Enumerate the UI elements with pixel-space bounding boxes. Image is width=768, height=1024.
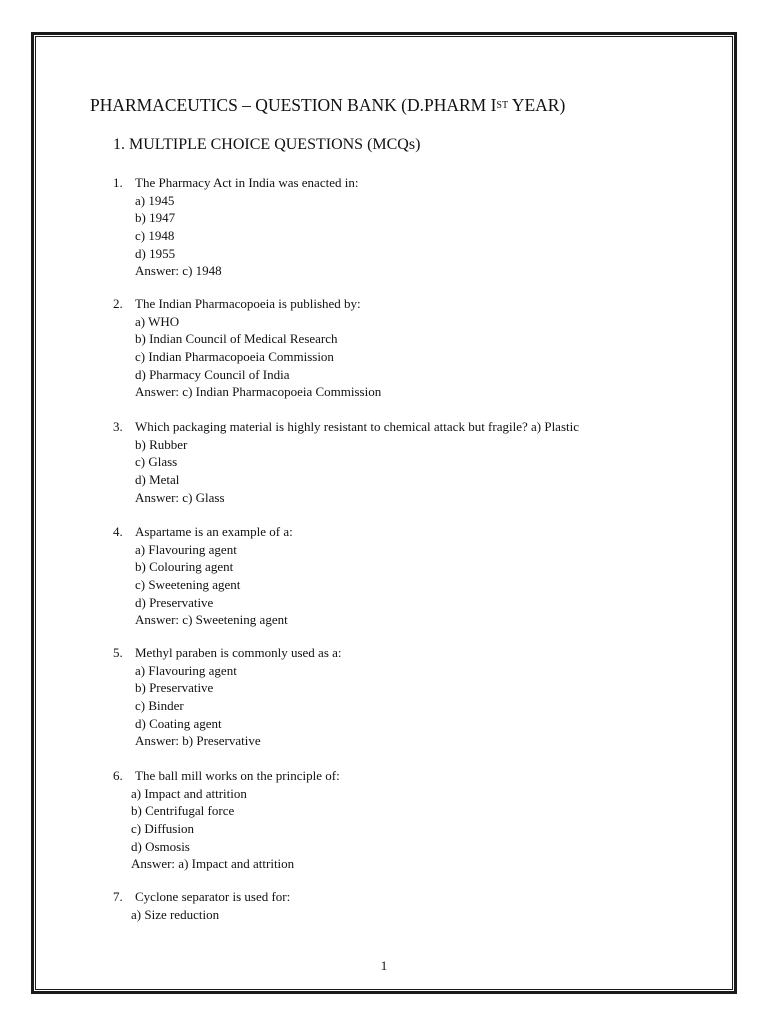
option-line: d) Pharmacy Council of India [135, 366, 290, 382]
question-text: Aspartame is an example of a: [135, 524, 293, 539]
option-line: d) Osmosis [131, 838, 190, 854]
question-7 [113, 888, 733, 923]
option-line: c) Sweetening agent [135, 577, 241, 593]
option-line: b) Preservative [135, 680, 214, 696]
option-line: a) Impact and attrition [131, 785, 247, 801]
option-line: b) Centrifugal force [131, 803, 235, 819]
option-line: a) 1945 [135, 192, 175, 208]
question-3 [113, 418, 733, 506]
question-4 [113, 523, 733, 629]
title-suffix: YEAR) [508, 95, 566, 115]
question-stem [113, 767, 733, 785]
answer-line: Answer: a) Impact and attrition [131, 856, 295, 872]
option-line: d) Preservative [135, 594, 214, 610]
answer-line: Answer: c) Sweetening agent [135, 612, 288, 628]
answer-line: Answer: c) Indian Pharmacopoeia Commission [135, 384, 382, 400]
option-line: c) Glass [135, 454, 178, 470]
question-number: 7. [113, 889, 123, 904]
option-line: d) Metal [135, 472, 180, 488]
option-line: d) 1955 [135, 245, 176, 261]
option-line: d) Coating agent [135, 715, 222, 731]
option-line: a) Size reduction [131, 906, 220, 922]
question-number: 5. [113, 645, 123, 660]
question-text: Cyclone separator is used for: [135, 889, 291, 904]
question-text: The Indian Pharmacopoeia is published by: [135, 296, 361, 311]
document-title [90, 95, 565, 116]
question-1 [113, 174, 733, 280]
question-text: Methyl paraben is commonly used as a: [135, 645, 342, 660]
option-line: b) Colouring agent [135, 559, 234, 575]
answer-line: Answer: b) Preservative [135, 733, 261, 749]
answer-line: Answer: c) Glass [135, 489, 225, 505]
answer-line: Answer: c) 1948 [135, 263, 222, 279]
option-line: b) 1947 [135, 210, 176, 226]
question-stem [113, 174, 733, 192]
question-stem [113, 644, 733, 662]
option-line: c) Indian Pharmacopoeia Commission [135, 349, 334, 365]
question-number: 2. [113, 296, 123, 311]
question-stem [113, 295, 733, 313]
question-text: Which packaging material is highly resistant to chemical attack but fragile? a) Plastic [135, 419, 580, 434]
question-2 [113, 295, 733, 401]
option-line: b) Rubber [135, 436, 188, 452]
option-line: a) Flavouring agent [135, 662, 237, 678]
question-text: The Pharmacy Act in India was enacted in: [135, 175, 359, 190]
question-stem [113, 888, 733, 906]
title-main: PHARMACEUTICS – QUESTION BANK (D.PHARM I [90, 95, 497, 115]
question-stem [113, 523, 733, 541]
question-number: 4. [113, 524, 123, 539]
question-text: The ball mill works on the principle of: [135, 768, 340, 783]
option-line: c) Binder [135, 698, 184, 714]
option-line: a) Flavouring agent [135, 541, 237, 557]
page-number: 1 [380, 958, 388, 973]
question-5 [113, 644, 733, 750]
question-number: 3. [113, 419, 123, 434]
option-line: a) WHO [135, 313, 180, 329]
section-heading: 1. MULTIPLE CHOICE QUESTIONS (MCQs) [113, 136, 421, 153]
title-superscript: ST [496, 100, 509, 111]
option-line: c) Diffusion [131, 821, 194, 837]
question-6 [113, 767, 733, 873]
option-line: b) Indian Council of Medical Research [135, 331, 338, 347]
question-number: 1. [113, 175, 123, 190]
question-stem [113, 418, 733, 436]
option-line: c) 1948 [135, 228, 175, 244]
question-number: 6. [113, 768, 123, 783]
